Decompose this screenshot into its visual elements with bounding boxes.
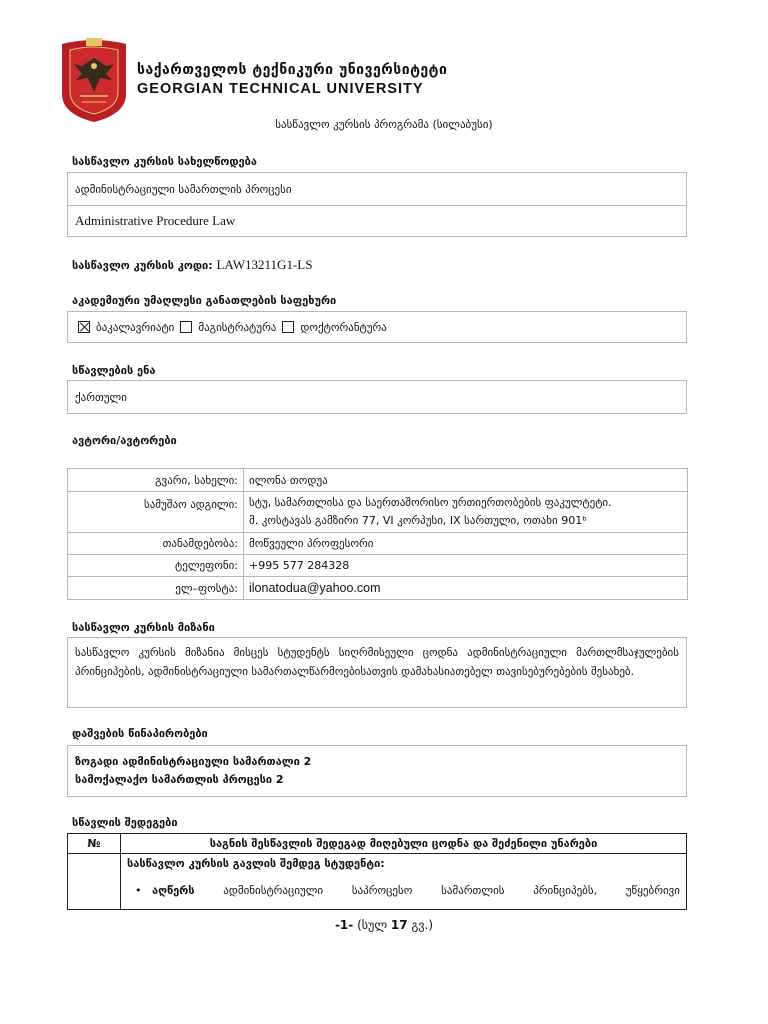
outcome-intro: სასწავლო კურსის გავლის შემდეგ სტუდენტი: bbox=[127, 857, 385, 870]
outcome-cell bbox=[121, 854, 687, 910]
course-name-en: Administrative Procedure Law bbox=[68, 205, 686, 236]
course-code-label: სასწავლო კურსის კოდი: bbox=[72, 259, 213, 272]
table-row bbox=[68, 469, 688, 492]
university-name-ka: საქართველოს ტექნიკური უნივერსიტეტი bbox=[137, 62, 448, 78]
level-box bbox=[67, 311, 687, 343]
workplace-line-1: სტუ, სამართლისა და საერთაშორისო ურთიერთობების ფაკულტეტი. bbox=[249, 496, 612, 509]
authors-heading: ავტორი/ავტორები bbox=[72, 434, 177, 447]
bullet-word: სამართლის bbox=[441, 884, 505, 897]
bullet-word: ადმინისტრაციული bbox=[223, 884, 324, 897]
author-label: ელ–ფოსტა: bbox=[68, 577, 244, 600]
author-label: ტელეფონი: bbox=[68, 555, 244, 577]
prerequisite-item: სამოქალაქო სამართლის პროცესი 2 bbox=[75, 773, 284, 786]
outcome-bullet bbox=[127, 884, 680, 897]
university-name-en: GEORGIAN TECHNICAL UNIVERSITY bbox=[137, 81, 424, 97]
page-total-prefix: (სულ bbox=[357, 918, 391, 932]
outcome-number-cell bbox=[68, 854, 121, 910]
bullet-bold-word: აღწერს bbox=[151, 884, 195, 897]
email-link[interactable]: ilonatodua@yahoo.com bbox=[244, 577, 688, 600]
level-option-label: ბაკალავრიატი bbox=[96, 320, 175, 334]
language-box bbox=[67, 380, 687, 414]
bullet-word: უწყებრივი bbox=[625, 884, 680, 897]
author-value: მოწვეული პროფესორი bbox=[244, 533, 688, 555]
language-value: ქართული bbox=[75, 390, 127, 404]
checkbox-icon[interactable] bbox=[180, 321, 192, 333]
table-header-row bbox=[68, 834, 687, 854]
table-row bbox=[68, 854, 687, 910]
goal-text: სასწავლო კურსის მიზანია მისცეს სტუდენტს სიღრმისეული ცოდნა ადმინისტრაციული მართლმსაჯულების პრინციპების, ადმინისტრაციული სამართალწარმოებისათვის დამახასიათებელ თავისებურებების შესახებ. bbox=[75, 646, 679, 678]
course-name-box bbox=[67, 172, 687, 237]
course-code-value: LAW13211G1-LS bbox=[216, 257, 313, 272]
table-row bbox=[68, 577, 688, 600]
prerequisites-box bbox=[67, 745, 687, 797]
level-option-bachelor[interactable] bbox=[78, 321, 174, 334]
course-name-heading: სასწავლო კურსის სახელწოდება bbox=[72, 155, 257, 168]
outcomes-heading: სწავლის შედეგები bbox=[72, 816, 178, 829]
prerequisite-item: ზოგადი ადმინისტრაციული სამართალი 2 bbox=[75, 755, 312, 768]
table-row bbox=[68, 555, 688, 577]
author-workplace bbox=[244, 492, 688, 533]
level-heading: აკადემიური უმაღლესი განათლების საფეხური bbox=[72, 294, 337, 307]
goal-box bbox=[67, 637, 687, 708]
author-label: სამუშაო ადგილი: bbox=[68, 492, 244, 533]
column-header-number: № bbox=[68, 834, 121, 854]
level-option-doctorate[interactable] bbox=[282, 321, 387, 334]
workplace-line-2: მ. კოსტავას გამზირი 77, VI კორპუსი, IX სართული, ოთახი 901ᵇ bbox=[249, 514, 587, 527]
author-value: +995 577 284328 bbox=[244, 555, 688, 577]
table-row bbox=[68, 492, 688, 533]
level-option-label: დოქტორანტურა bbox=[300, 320, 387, 334]
document-title: სასწავლო კურსის პროგრამა (სილაბუსი) bbox=[275, 118, 493, 131]
page-footer bbox=[0, 918, 768, 932]
language-heading: სწავლების ენა bbox=[72, 364, 156, 377]
level-option-label: მაგისტრატურა bbox=[198, 320, 277, 334]
page-total-suffix: გვ.) bbox=[407, 918, 434, 932]
author-label: თანამდებობა: bbox=[68, 533, 244, 555]
page-total-number: 17 bbox=[390, 918, 408, 932]
checkbox-checked-icon[interactable] bbox=[78, 321, 90, 333]
page-number: -1- bbox=[334, 918, 354, 932]
outcomes-table bbox=[67, 833, 687, 910]
authors-table bbox=[67, 468, 688, 600]
course-code-line bbox=[72, 257, 312, 273]
column-header-description: საგნის შესწავლის შედეგად მიღებული ცოდნა და შეძენილი უნარები bbox=[121, 834, 687, 854]
checkbox-icon[interactable] bbox=[282, 321, 294, 333]
university-logo bbox=[60, 36, 128, 122]
prerequisites-heading: დაშვების წინაპირობები bbox=[72, 727, 208, 740]
bullet-word: პრინციპებს, bbox=[533, 884, 598, 897]
course-name-ka: ადმინისტრაციული სამართლის პროცესი bbox=[75, 182, 292, 196]
author-value: ილონა თოდუა bbox=[244, 469, 688, 492]
bullet-icon: • აღწერს bbox=[135, 884, 195, 897]
table-row bbox=[68, 533, 688, 555]
goal-heading: სასწავლო კურსის მიზანი bbox=[72, 621, 215, 634]
level-option-master[interactable] bbox=[180, 321, 276, 334]
bullet-word: საპროცესო bbox=[351, 884, 413, 897]
author-label: გვარი, სახელი: bbox=[68, 469, 244, 492]
